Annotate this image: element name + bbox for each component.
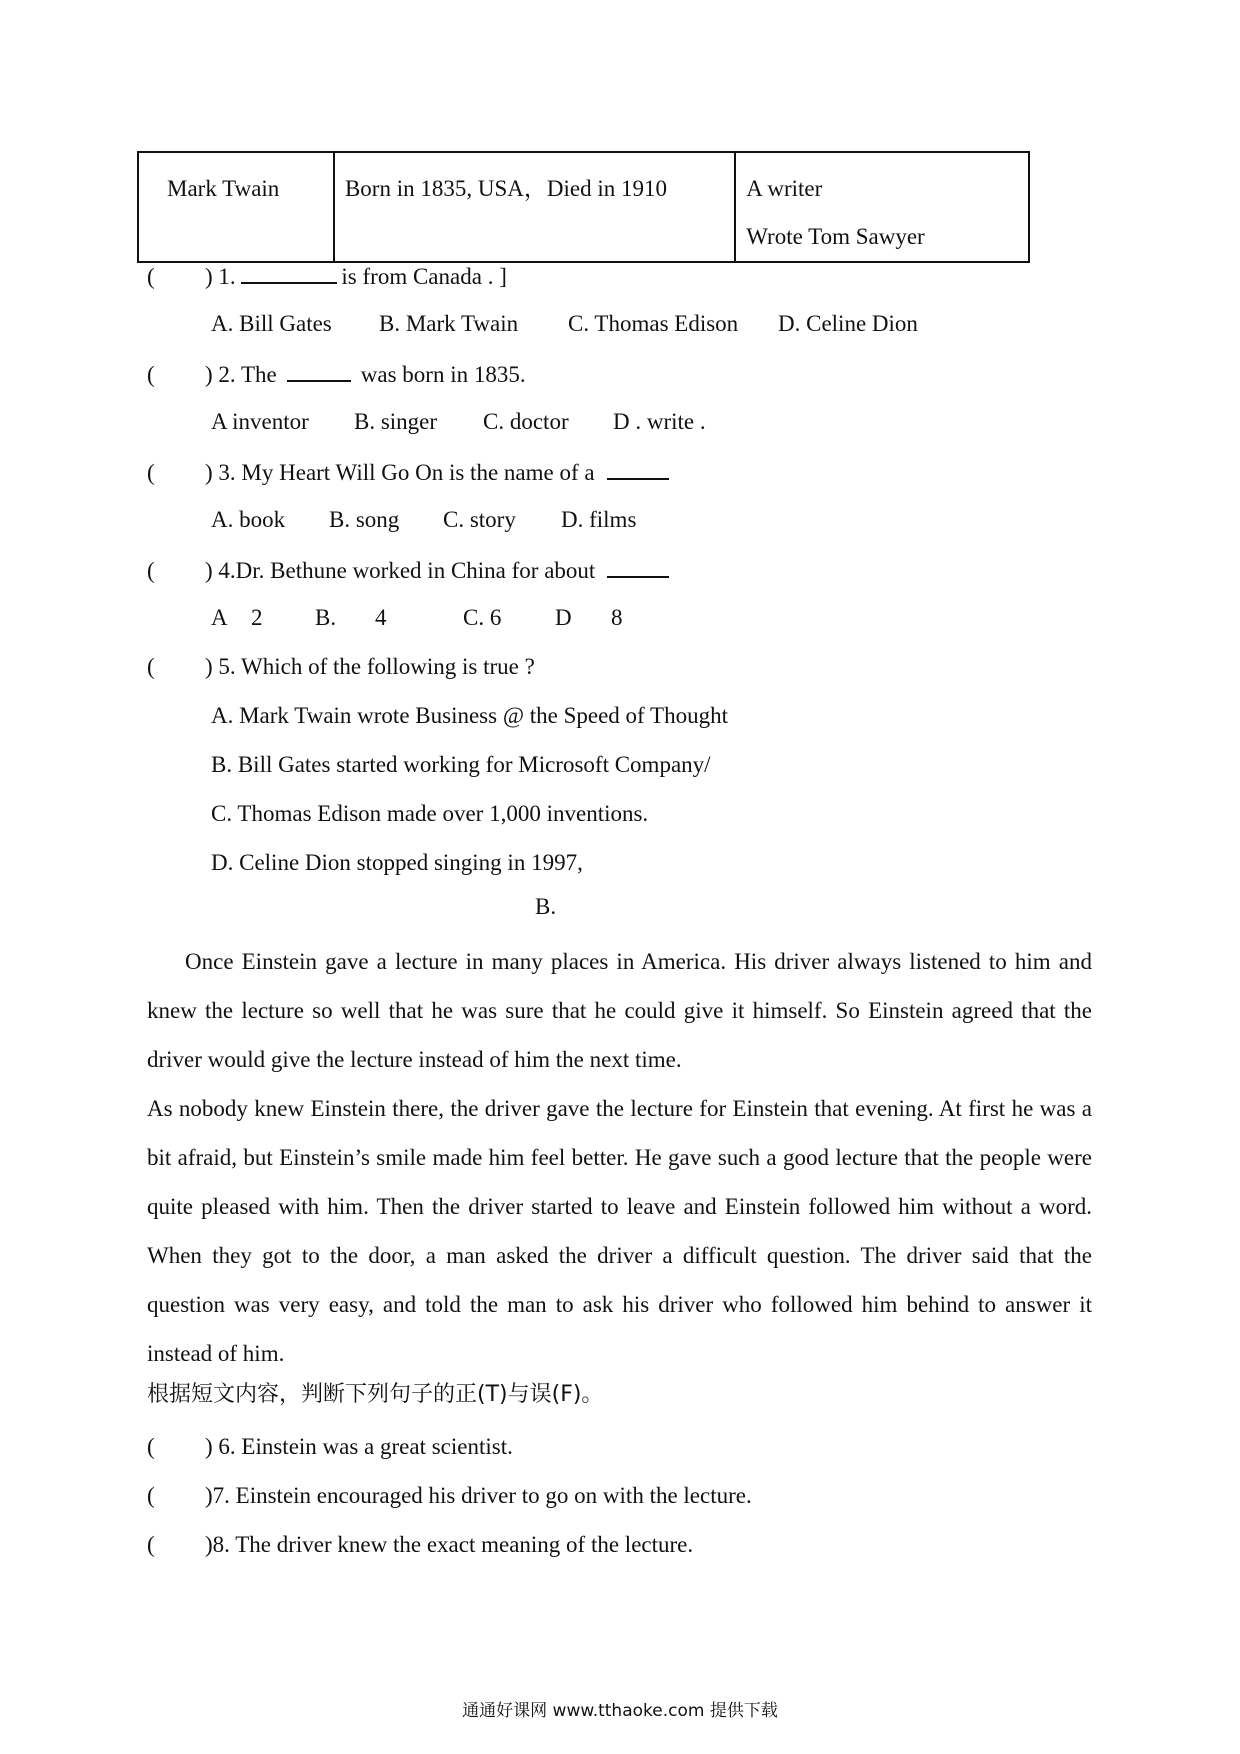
job-line-2: Wrote Tom Sawyer: [746, 224, 925, 249]
question-2: ( ) 2. The was born in 1835.: [147, 358, 526, 390]
option: C. doctor: [483, 409, 569, 434]
table-cell-name: Mark Twain: [138, 152, 334, 262]
job-line-1: A writer: [746, 176, 823, 201]
passage: [147, 937, 1092, 1378]
option: 4: [375, 605, 387, 630]
option: A inventor: [211, 409, 309, 434]
option: D: [555, 605, 572, 630]
question-1: ( ) 1. is from Canada . ]: [147, 260, 507, 292]
question-3: ( ) 3. My Heart Will Go On is the name of a: [147, 456, 673, 488]
option: D. films: [561, 507, 637, 532]
option: C. story: [443, 507, 516, 532]
question-5: ( ) 5. Which of the following is true ?: [147, 654, 535, 679]
answer-blank: [287, 358, 351, 382]
option: A: [211, 605, 228, 630]
option: A. Mark Twain wrote Business @ the Speed of Thought: [211, 703, 728, 728]
option: C. Thomas Edison: [568, 311, 739, 336]
passage-paragraph-2: As nobody knew Einstein there, the driver gave the lecture for Einstein that evening. At first he was a bit afraid, but Einstein’s smile made him feel better. He gave such a good lecture that the people were quite pleased with him. Then the driver started to leave and Einstein followed him without a word. When they got to the door, a man asked the driver a difficult question. The driver said that the question was very easy, and told the man to ask his driver who followed him behind to answer it instead of him.: [147, 1096, 1092, 1366]
section-heading: B.: [535, 894, 557, 919]
option: B. Mark Twain: [379, 311, 519, 336]
option: B. Bill Gates started working for Microsoft Company/: [211, 752, 711, 777]
tf-item: ( )8. The driver knew the exact meaning of the lecture.: [147, 1532, 694, 1557]
option: 8: [611, 605, 623, 630]
answer-blank: [241, 260, 337, 284]
option: D. Celine Dion: [778, 311, 918, 336]
option: C. Thomas Edison made over 1,000 inventions.: [211, 801, 649, 826]
answer-blank: [607, 554, 669, 578]
table-row: [138, 152, 1029, 262]
page-footer: 通通好课网 www.tthaoke.com 提供下载: [462, 1701, 778, 1721]
option: A. Bill Gates: [211, 311, 332, 336]
option: B. singer: [354, 409, 438, 434]
table-cell-info: Born in 1835, USA，Died in 1910: [334, 152, 735, 262]
table-cell-job: [735, 152, 1029, 262]
option: A. book: [211, 507, 286, 532]
answer-blank: [607, 456, 669, 480]
passage-paragraph-1: Once Einstein gave a lecture in many places in America. His driver always listened to him and knew the lecture so well that he was sure that he could give it himself. So Einstein agreed that the driver would give the lecture instead of him the next time.: [147, 949, 1092, 1072]
question-4: ( ) 4.Dr. Bethune worked in China for about: [147, 554, 673, 586]
info-table: [137, 151, 1030, 263]
option: D . write .: [613, 409, 706, 434]
option: B. song: [329, 507, 400, 532]
option: B.: [315, 605, 337, 630]
instruction: 根据短文内容，判断下列句子的正(T)与误(F)。: [147, 1382, 604, 1407]
option: D. Celine Dion stopped singing in 1997,: [211, 850, 583, 875]
option: C. 6: [463, 605, 502, 630]
tf-item: ( )7. Einstein encouraged his driver to go on with the lecture.: [147, 1483, 752, 1508]
tf-item: ( ) 6. Einstein was a great scientist.: [147, 1434, 513, 1459]
option: 2: [251, 605, 263, 630]
